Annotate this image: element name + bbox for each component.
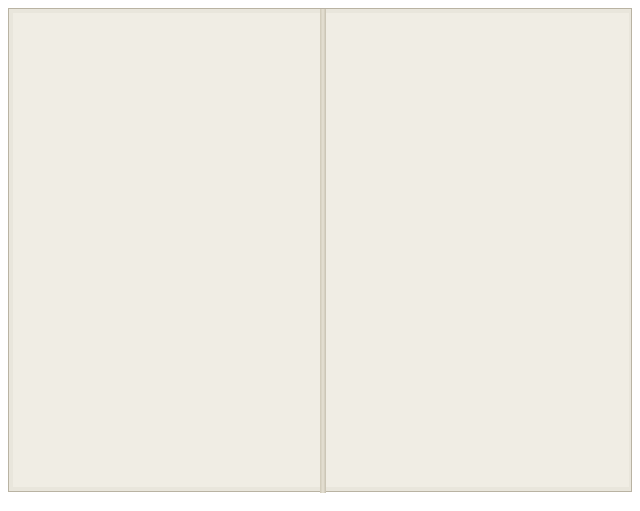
army-form-page-2 xyxy=(326,13,629,487)
army-form-page-1 xyxy=(13,13,320,487)
scanned-document xyxy=(8,8,632,492)
